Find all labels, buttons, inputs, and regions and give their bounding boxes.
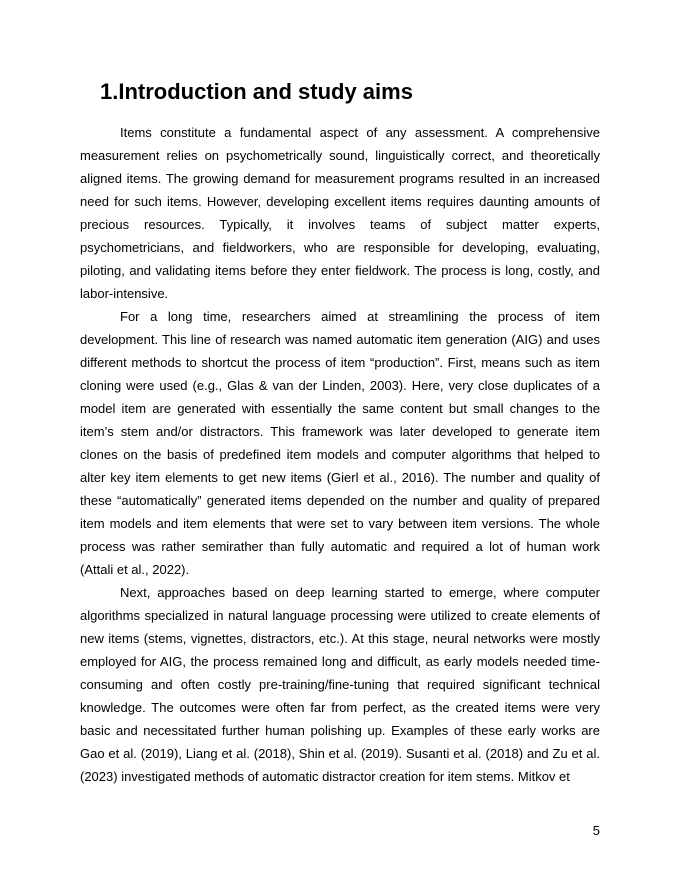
page-number: 5 [592,823,600,838]
section-heading [100,78,413,106]
paragraph: Items constitute a fundamental aspect of any assessment. A comprehensive measurement relies on psychometrically sound, linguistically correct, and theoretically aligned items. The growing demand for measurement programs resulted in an increased need for such items. However, developing excellent items requires daunting amounts of precious resources. Typically, it involves teams of subject matter experts, psychometricians, and fieldworkers, who are responsible for developing, evaluating, piloting, and validating items before they enter fieldwork. The process is long, costly, and labor-intensive. [80,125,600,301]
section-number: 1. [100,79,119,104]
section-title: Introduction and study aims [118,79,413,104]
paragraph: For a long time, researchers aimed at streamlining the process of item development. This line of research was named automatic item generation (AIG) and uses different methods to shortcut the process of item “production”. First, means such as item cloning were used (e.g., Glas & van der Linden, 2003). Here, very close duplicates of a model item are generated with essentially the same content but small changes to the item’s stem and/or distractors. This framework was later developed to generate item clones on the basis of predefined item models and computer algorithms that helped to alter key item elements to get new items (Gierl et al., 2016). The number and quality of these “automatically” generated items depended on the number and quality of prepared item models and item elements that were set to vary between item versions. The whole process was rather semirather than fully automatic and required a lot of human work (Attali et al., 2022). [80,309,600,577]
paragraph: Next, approaches based on deep learning started to emerge, where computer algorithms specialized in natural language processing were utilized to create elements of new items (stems, vignettes, distractors, etc.). At this stage, neural networks were mostly employed for AIG, the process remained long and difficult, as early models needed time-consuming and often costly pre-training/fine-tuning that required significant technical knowledge. The outcomes were often far from perfect, as the created items were very basic and necessitated further human polishing up. Examples of these early works are Gao et al. (2019), Liang et al. (2018), Shin et al. (2019). Susanti et al. (2018) and Zu et al. (2023) investigated methods of automatic distractor creation for item stems. Mitkov et [80,585,600,784]
body-text [80,121,600,788]
